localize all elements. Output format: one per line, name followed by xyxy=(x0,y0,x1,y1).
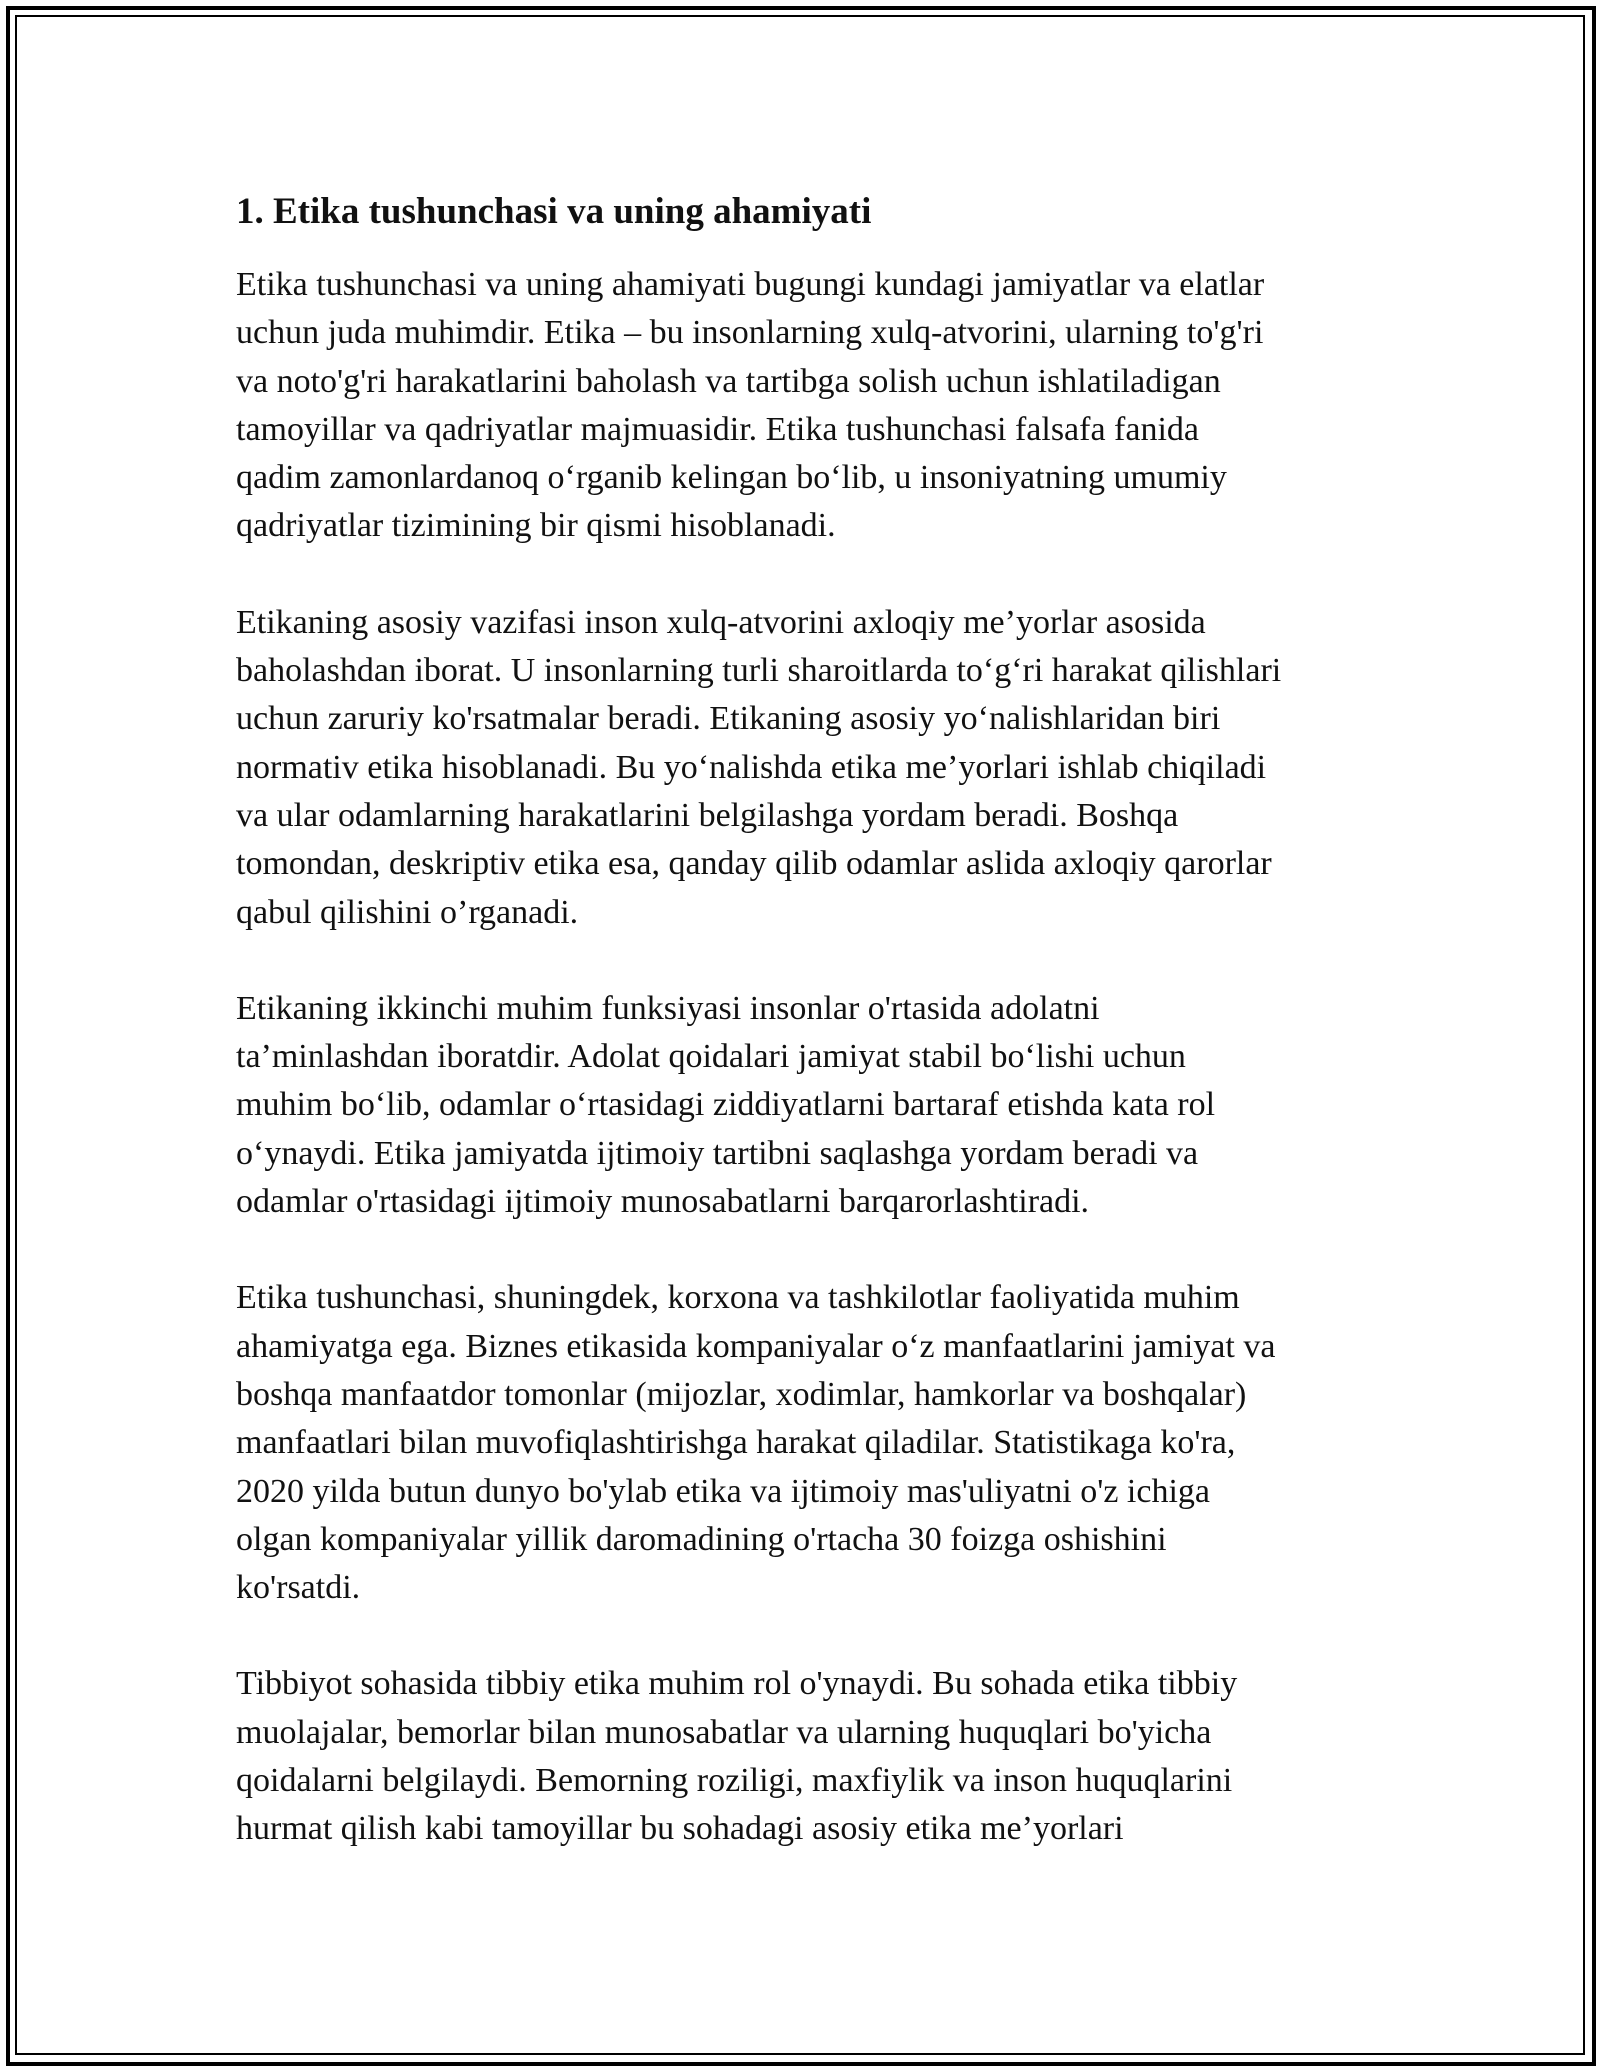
text-line: olgan kompaniyalar yillik daromadining o'rtacha 30 foizga oshishini xyxy=(236,1520,1167,1558)
paragraph xyxy=(236,985,1376,1226)
text-line: qoidalarni belgilaydi. Bemorning roziligi, maxfiylik va inson huquqlarini xyxy=(236,1762,1233,1800)
paragraph xyxy=(236,261,1376,551)
paragraph xyxy=(236,1274,1376,1612)
text-line: ko'rsatdi. xyxy=(236,1569,361,1607)
paragraph xyxy=(236,1660,1376,1853)
text-line: Tibbiyot sohasida tibbiy etika muhim rol o'ynaydi. Bu sohada etika tibbiy xyxy=(236,1665,1238,1703)
text-line: tamoyillar va qadriyatlar majmuasidir. Etika tushunchasi falsafa fanida xyxy=(236,410,1200,448)
text-line: hurmat qilish kabi tamoyillar bu sohadagi asosiy etika me’yorlari xyxy=(236,1810,1124,1848)
text-line: va noto'g'ri harakatlarini baholash va tartibga solish uchun ishlatiladigan xyxy=(236,362,1221,400)
text-line: muhim bo‘lib, odamlar o‘rtasidagi ziddiyatlarni bartaraf etishda kata rol xyxy=(236,1086,1216,1124)
text-line: Etika tushunchasi va uning ahamiyati bugungi kundagi jamiyatlar va elatlar xyxy=(236,266,1265,303)
text-line: qabul qilishini o’rganadi. xyxy=(236,893,579,931)
text-line: boshqa manfaatdor tomonlar (mijozlar, xodimlar, hamkorlar va boshqalar) xyxy=(236,1375,1247,1413)
text-line: ta’minlashdan iboratdir. Adolat qoidalari jamiyat stabil bo‘lishi uchun xyxy=(236,1038,1186,1076)
text-line: normativ etika hisoblanadi. Bu yo‘nalishda etika me’yorlari ishlab chiqiladi xyxy=(236,748,1267,786)
document-body xyxy=(236,188,1376,1902)
text-line: tomondan, deskriptiv etika esa, qanday qilib odamlar aslida axloqiy qarorlar xyxy=(236,845,1272,883)
text-line: uchun zaruriy ko'rsatmalar beradi. Etikaning asosiy yo‘nalishlaridan biri xyxy=(236,700,1221,738)
text-line: manfaatlari bilan muvofiqlashtirishga harakat qiladilar. Statistikaga ko'ra, xyxy=(236,1424,1236,1462)
text-line: 2020 yilda butun dunyo bo'ylab etika va ijtimoiy mas'uliyatni o'z ichiga xyxy=(236,1472,1210,1510)
section-heading: 1. Etika tushunchasi va uning ahamiyati xyxy=(236,191,872,232)
text-line: Etikaning asosiy vazifasi inson xulq-atvorini axloqiy me’yorlar asosida xyxy=(236,603,1206,641)
paragraph xyxy=(236,599,1376,937)
text-line: qadriyatlar tizimining bir qismi hisoblanadi. xyxy=(236,507,836,545)
text-line: uchun juda muhimdir. Etika – bu insonlarning xulq-atvorini, ularning to'g'ri xyxy=(236,314,1264,352)
text-line: qadim zamonlardanoq o‘rganib kelingan bo‘lib, u insoniyatning umumiy xyxy=(236,459,1227,497)
text-line: muolajalar, bemorlar bilan munosabatlar va ularning huquqlari bo'yicha xyxy=(236,1713,1212,1751)
text-line: baholashdan iborat. U insonlarning turli sharoitlarda to‘g‘ri harakat qilishlari xyxy=(236,652,1282,690)
text-line: ahamiyatga ega. Biznes etikasida kompaniyalar o‘z manfaatlarini jamiyat va xyxy=(236,1327,1276,1365)
text-line: o‘ynaydi. Etika jamiyatda ijtimoiy tartibni saqlashga yordam beradi va xyxy=(236,1134,1199,1172)
text-line: Etika tushunchasi, shuningdek, korxona va tashkilotlar faoliyatida muhim xyxy=(236,1279,1240,1317)
text-line: odamlar o'rtasidagi ijtimoiy munosabatlarni barqarorlashtiradi. xyxy=(236,1183,1090,1221)
text-line: va ular odamlarning harakatlarini belgilashga yordam beradi. Boshqa xyxy=(236,796,1179,834)
text-line: Etikaning ikkinchi muhim funksiyasi insonlar o'rtasida adolatni xyxy=(236,989,1100,1027)
